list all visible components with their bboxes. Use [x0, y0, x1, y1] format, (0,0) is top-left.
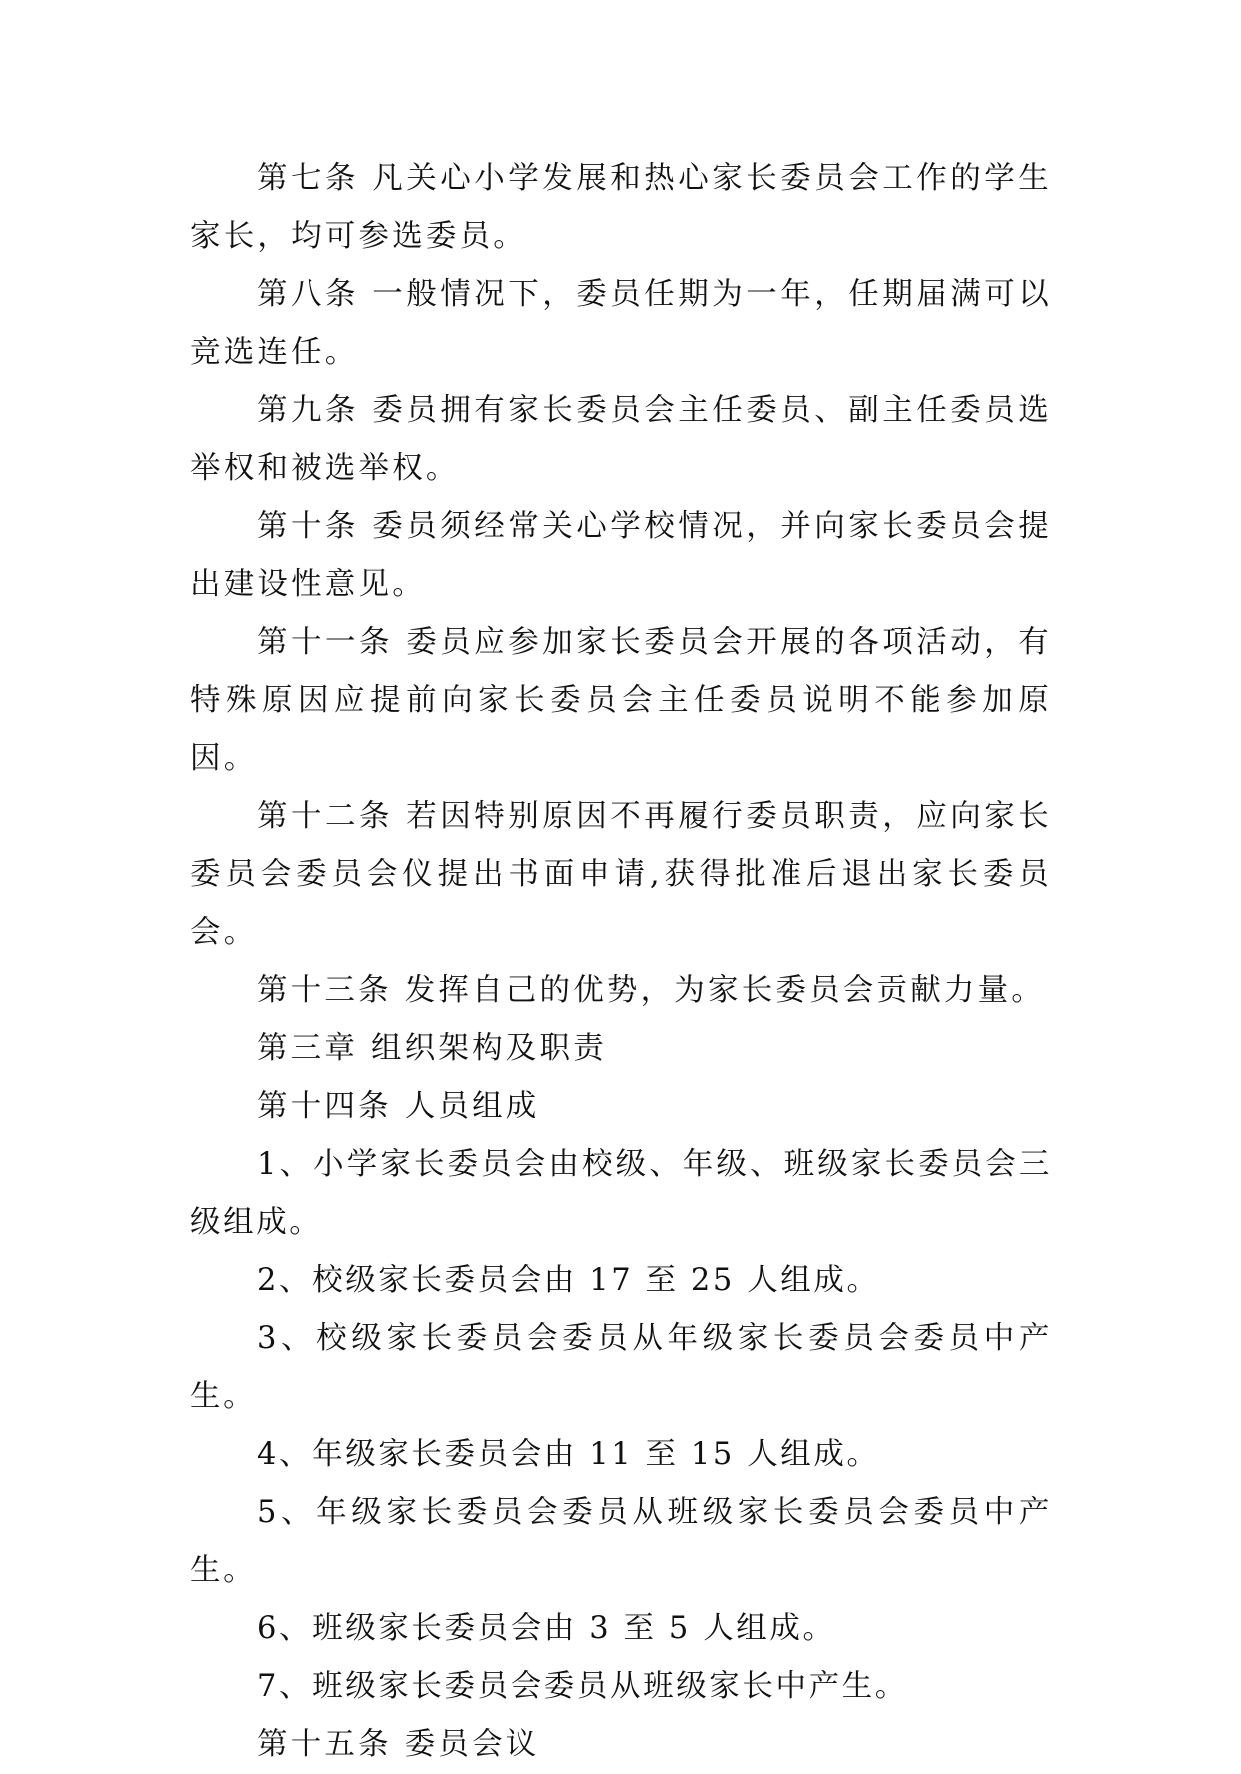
- list-item-1: 1、小学家长委员会由校级、年级、班级家长委员会三级组成。: [190, 1147, 1052, 1240]
- article-9-paragraph: 第九条 委员拥有家长委员会主任委员、副主任委员选举权和被选举权。: [190, 393, 1052, 486]
- list-item-6: 6、班级家长委员会由 3 至 5 人组成。: [257, 1611, 836, 1646]
- article-15-heading: 第十五条 委员会议: [257, 1727, 540, 1762]
- article-7-paragraph: 第七条 凡关心小学发展和热心家长委员会工作的学生家长，均可参选委员。: [190, 161, 1052, 254]
- list-item-4: 4、年级家长委员会由 11 至 15 人组成。: [257, 1437, 880, 1472]
- list-item-3: 3、校级家长委员会委员从年级家长委员会委员中产生。: [190, 1321, 1052, 1414]
- list-item-7: 7、班级家长委员会委员从班级家长中产生。: [257, 1669, 908, 1704]
- article-10-paragraph: 第十条 委员须经常关心学校情况，并向家长委员会提出建设性意见。: [190, 509, 1052, 602]
- article-13-paragraph: 第十三条 发挥自己的优势，为家长委员会贡献力量。: [257, 973, 1045, 1008]
- list-item-2: 2、校级家长委员会由 17 至 25 人组成。: [257, 1263, 880, 1298]
- document-page: [190, 150, 1052, 1774]
- list-item-5: 5、年级家长委员会委员从班级家长委员会委员中产生。: [190, 1495, 1052, 1588]
- article-8-paragraph: 第八条 一般情况下，委员任期为一年，任期届满可以竞选连任。: [190, 277, 1052, 370]
- chapter-3-heading: 第三章 组织架构及职责: [257, 1031, 607, 1066]
- article-11-paragraph: 第十一条 委员应参加家长委员会开展的各项活动，有特殊原因应提前向家长委员会主任委员说明不能参加原因。: [190, 625, 1052, 776]
- article-14-heading: 第十四条 人员组成: [257, 1089, 540, 1124]
- article-12-paragraph: 第十二条 若因特别原因不再履行委员职责，应向家长委员会委员会仪提出书面申请,获得批准后退出家长委员会。: [190, 799, 1052, 950]
